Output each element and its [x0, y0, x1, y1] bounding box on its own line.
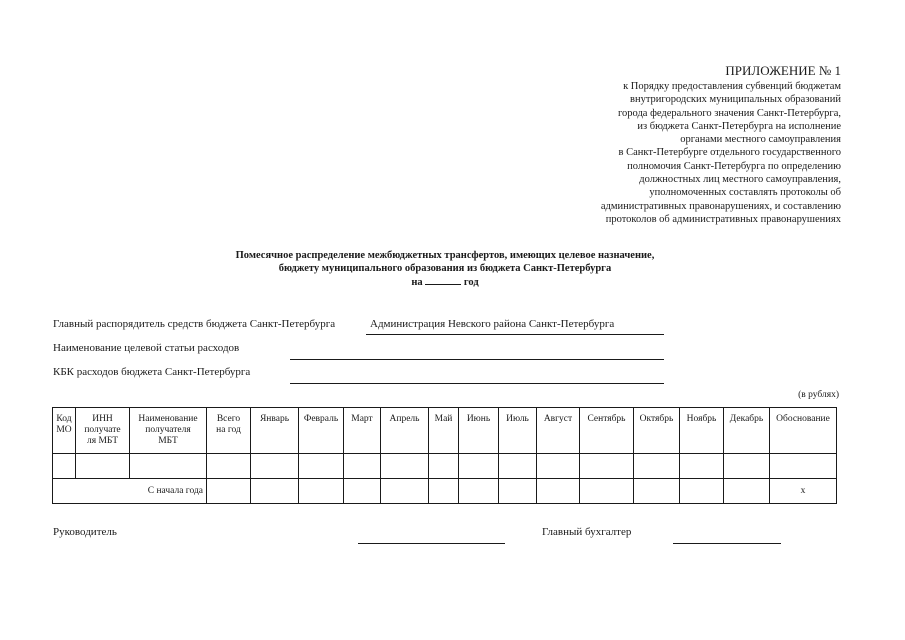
header-october: Октябрь [634, 408, 680, 454]
appendix-line: к Порядку предоставления субвенций бюджетам [623, 81, 841, 92]
header-june: Июнь [459, 408, 499, 454]
appendix-line: органами местного самоуправления [680, 134, 841, 146]
header-january: Январь [251, 408, 299, 454]
header-july: Июль [499, 408, 537, 454]
appendix-block [521, 62, 841, 226]
year-blank [425, 275, 461, 285]
year-prefix: на [411, 277, 423, 288]
distribution-table [52, 407, 837, 504]
appendix-line: уполномоченных составлять протоколы об [649, 187, 841, 199]
signature-head-line [358, 543, 505, 544]
header-september: Сентябрь [580, 408, 634, 454]
appendix-line: протоколов об административных правонарушениях [605, 213, 841, 225]
units-label: (в рублях) [798, 390, 839, 400]
manager-underline [366, 334, 664, 335]
header-inn: ИНН получате ля МБТ [76, 408, 130, 454]
appendix-line: полномочия Санкт-Петербурга по определению [627, 160, 841, 172]
table-total-row [53, 479, 837, 504]
appendix-line: внутригородских муниципальных образований [630, 94, 841, 106]
signature-head-label: Руководитель [53, 526, 117, 538]
header-march: Март [344, 408, 381, 454]
kbk-label: КБК расходов бюджета Санкт-Петербурга [53, 366, 251, 378]
appendix-line: из бюджета Санкт-Петербурга на исполнение [637, 120, 841, 132]
header-february: Февраль [299, 408, 344, 454]
header-may: Май [429, 408, 459, 454]
article-underline [290, 359, 664, 360]
table-header-row [53, 408, 837, 454]
heading-year-line [150, 275, 740, 289]
manager-label: Главный распорядитель средств бюджета Санкт-Петербурга [53, 318, 336, 330]
header-code-mo: Код МО [53, 408, 76, 454]
heading-line-2: бюджету муниципального образования из бюджета Санкт-Петербурга [278, 263, 612, 274]
appendix-line: в Санкт-Петербурге отдельного государственного [618, 147, 841, 159]
header-recipient-name: Наименование получателя МБТ [130, 408, 207, 454]
table-row [53, 454, 837, 479]
document-heading [150, 249, 740, 289]
year-suffix: год [463, 277, 479, 288]
header-december: Декабрь [724, 408, 770, 454]
header-april: Апрель [381, 408, 429, 454]
total-justification-mark: x [770, 479, 837, 504]
appendix-line: города федерального значения Санкт-Петербурга, [617, 107, 841, 119]
total-label: С начала года [53, 479, 207, 504]
signature-accountant-label: Главный бухгалтер [542, 526, 632, 538]
appendix-line: административных правонарушениях, и составлению [600, 200, 841, 212]
appendix-line: должностных лиц местного самоуправления, [639, 174, 841, 186]
heading-line-1: Помесячное распределение межбюджетных трансфертов, имеющих целевое назначение, [235, 250, 655, 261]
manager-value: Администрация Невского района Санкт-Петербурга [370, 318, 615, 330]
header-year-total: Всего на год [207, 408, 251, 454]
kbk-underline [290, 383, 664, 384]
article-label: Наименование целевой статьи расходов [53, 342, 240, 354]
header-november: Ноябрь [680, 408, 724, 454]
appendix-title: ПРИЛОЖЕНИЕ № 1 [725, 63, 841, 78]
signature-accountant-line [673, 543, 781, 544]
header-justification: Обоснование [770, 408, 837, 454]
header-august: Август [537, 408, 580, 454]
